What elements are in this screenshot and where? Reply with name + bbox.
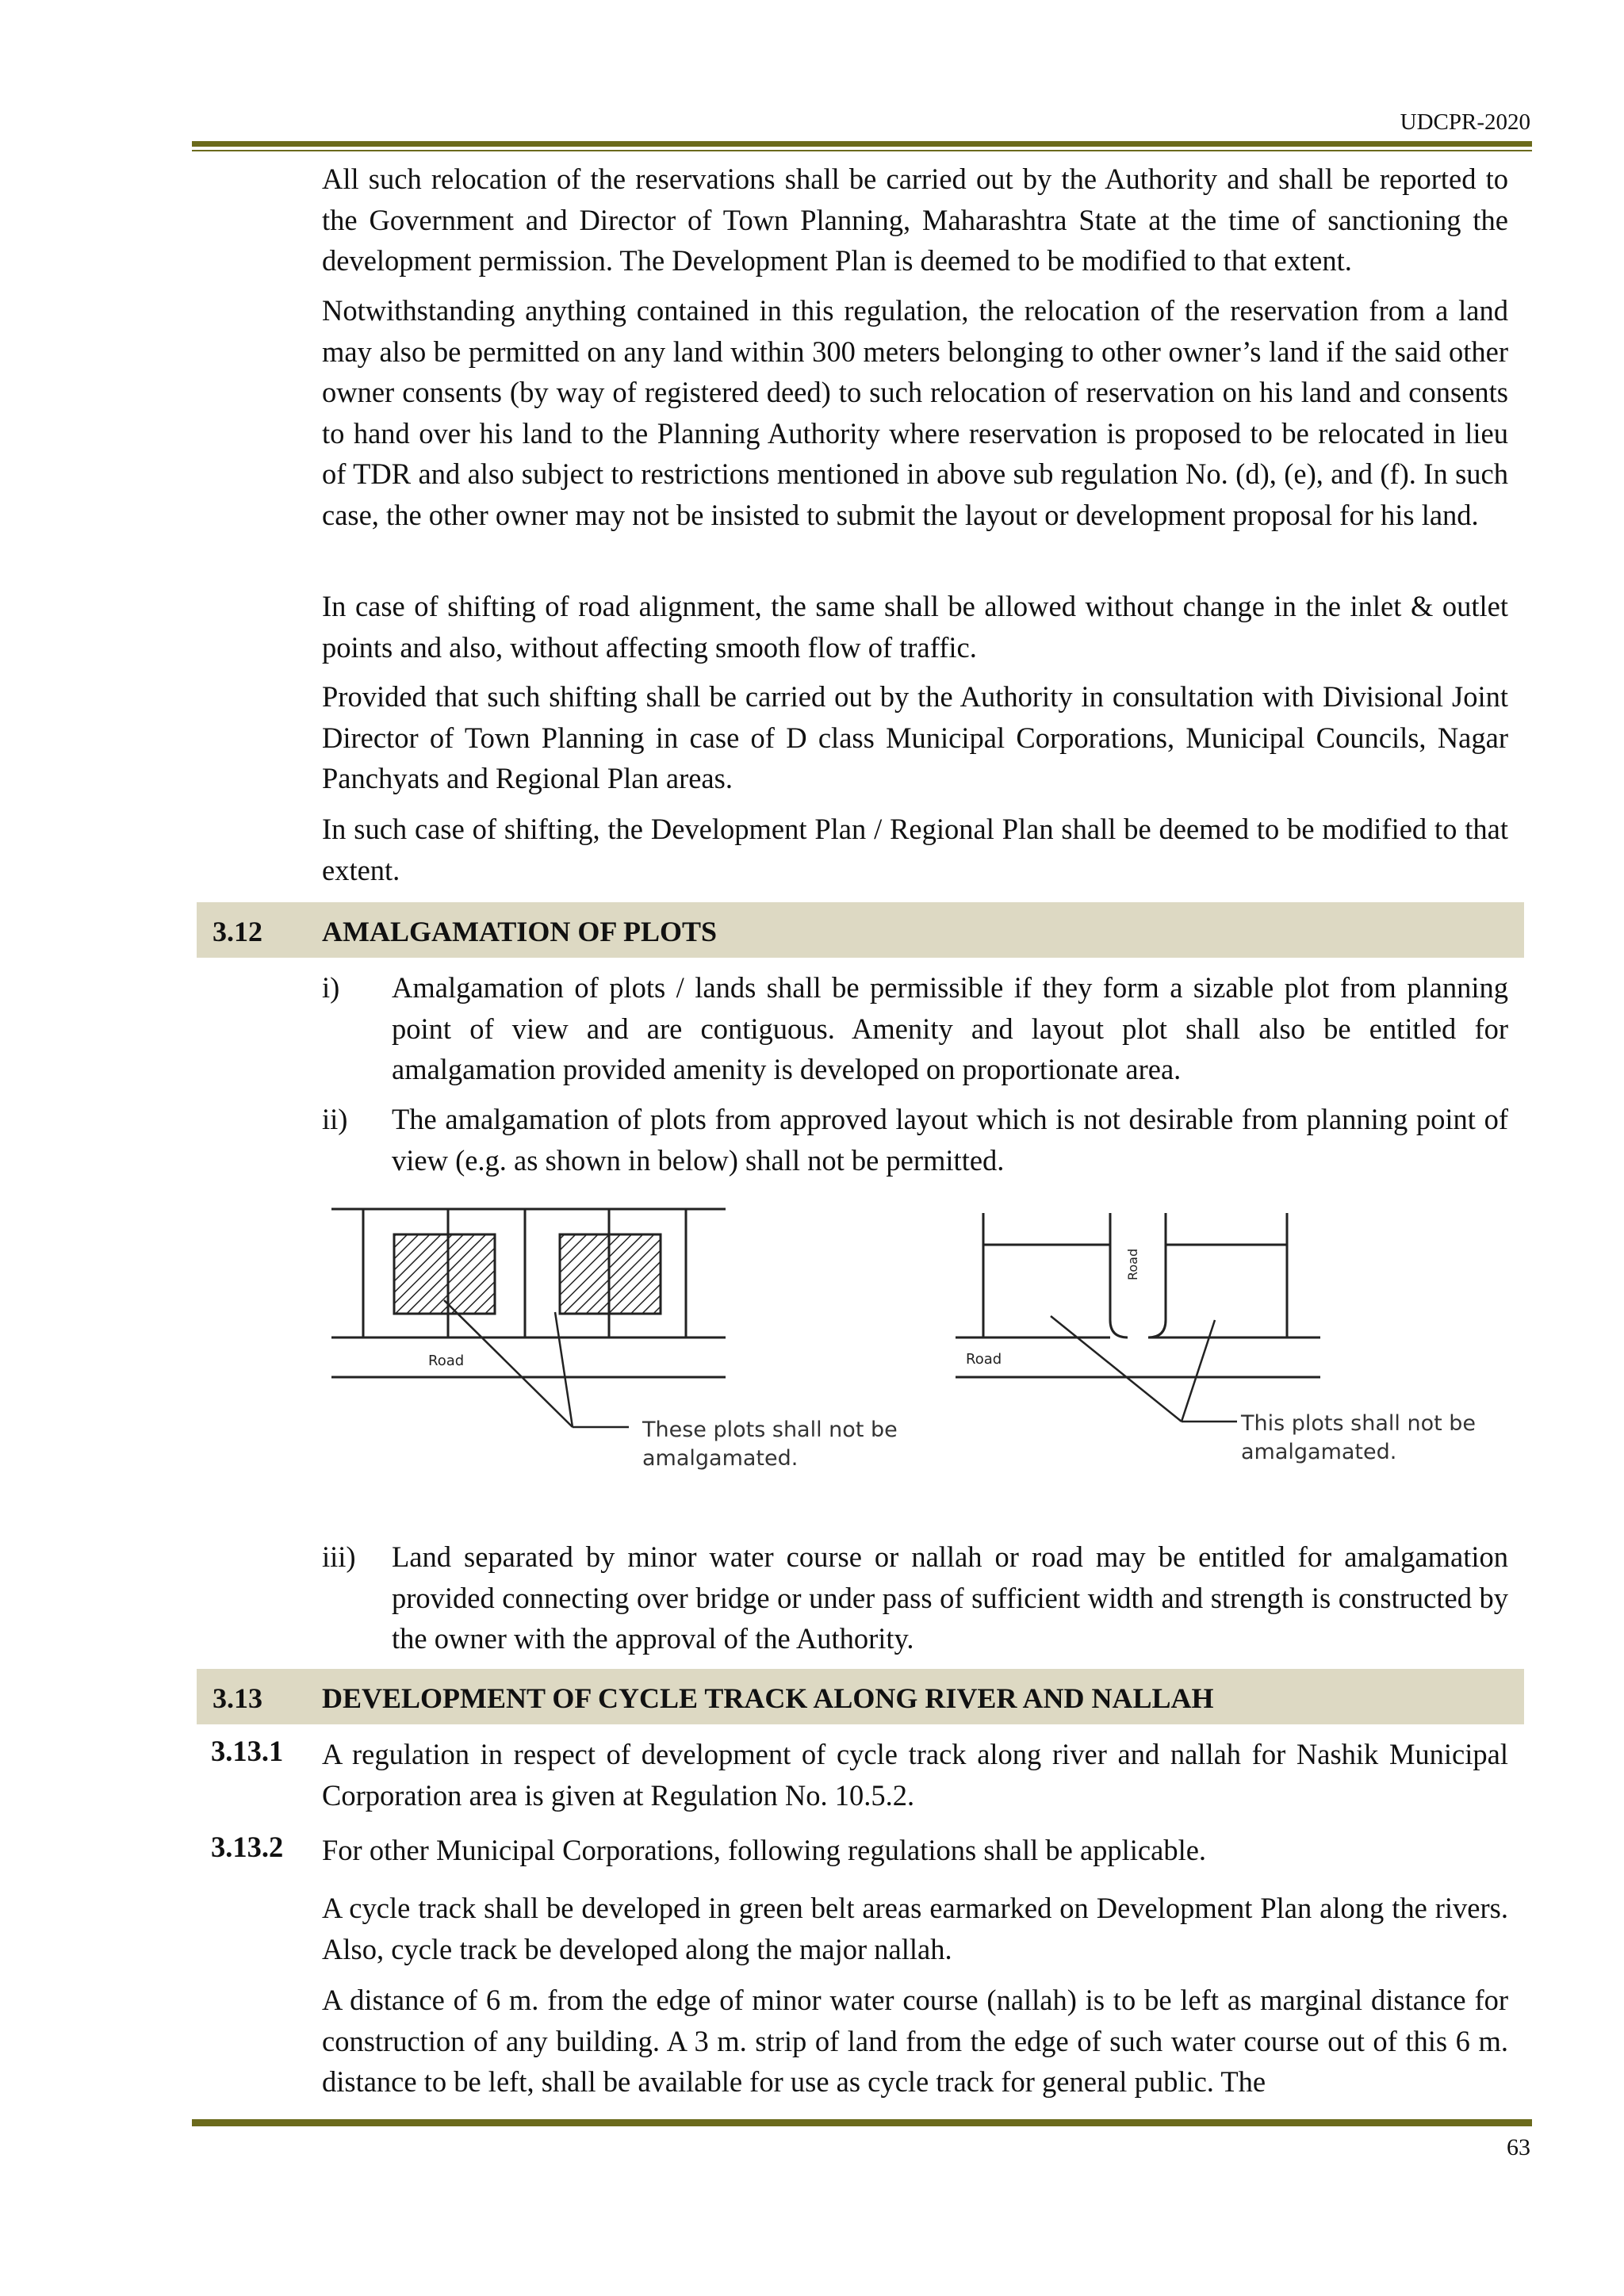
list-marker: i) [322, 971, 340, 1004]
left-road-label: Road [428, 1353, 465, 1369]
list-text: The amalgamation of plots from approved layout which is not desirable from planning point of view (e.g. as shown in below) shall not be permitted. [392, 1103, 1508, 1177]
section-heading-3-12 [197, 902, 1524, 958]
right-caption-line2: amalgamated. [1241, 1440, 1397, 1464]
right-caption-line1: This plots shall not be [1241, 1411, 1477, 1436]
section-title: DEVELOPMENT OF CYCLE TRACK ALONG RIVER AND NALLAH [322, 1682, 1214, 1714]
section-number: 3.13 [213, 1682, 262, 1714]
right-vertical-road-label: Road [1125, 1248, 1140, 1280]
subsection-text-3-13-1: A regulation in respect of development of cycle track along river and nallah for Nashik Municipal Corporation area is given at Regulation No. 10.5.2. [322, 1738, 1508, 1812]
list-text: Land separated by minor water course or nallah or road may be entitled for amalgamation provided connecting over bridge or under pass of sufficient width and strength is constructed by the owner with the approval of the Authority. [392, 1540, 1508, 1655]
left-caption-line2: amalgamated. [642, 1446, 799, 1471]
subsection-text-3-13-2: For other Municipal Corporations, following regulations shall be applicable. [322, 1834, 1207, 1866]
section-heading-3-13 [197, 1669, 1524, 1724]
footer-rule [192, 2119, 1532, 2130]
page-number: 63 [1507, 2134, 1530, 2160]
list-text: Amalgamation of plots / lands shall be permissible if they form a sizable plot from planning point of view and are contiguous. Amenity and layout plot shall also be entitled for amalgamation provided amenity is developed on proportionate area. [392, 971, 1508, 1085]
list-marker: ii) [322, 1103, 348, 1135]
document-code: UDCPR-2020 [1400, 109, 1530, 135]
paragraph-marginal-distance: A distance of 6 m. from the edge of minor water course (nallah) is to be left as marginal distance for construction of any building. A 3 m. strip of land from the edge of such water course out of this 6 m. distance to be left, shall be available for use as cycle track for general public. The [322, 1984, 1508, 2098]
left-caption-line1: These plots shall not be [642, 1418, 898, 1442]
list-item-ii [322, 1099, 1508, 1181]
right-road-label: Road [966, 1351, 1002, 1368]
paragraph-cycle-track-green-belt: A cycle track shall be developed in green belt areas earmarked on Development Plan along the rivers. Also, cycle track be developed along the major nallah. [322, 1892, 1508, 1965]
paragraph-shifting-proviso: Provided that such shifting shall be carried out by the Authority in consultation with Divisional Joint Director of Town Planning in case of D class Municipal Corporations, Municipal Councils, Nagar Panchyats and Regional Plan areas. [322, 680, 1508, 794]
section-number: 3.12 [213, 916, 262, 947]
subsection-number-3-13-2: 3.13.2 [211, 1831, 284, 1863]
subsection-number-3-13-1: 3.13.1 [211, 1735, 284, 1767]
list-item-i [322, 967, 1508, 1090]
paragraph-relocation-other-owner: Notwithstanding anything contained in this regulation, the relocation of the reservation from a land may also be permitted on any land within 300 meters belonging to other owner’s land if the said other owner consents (by way of registered deed) to such relocation of reservation on his land and consents to hand over his land to the Planning Authority where reservation is proposed to be relocated in lieu of TDR and also subject to restrictions mentioned in above sub regulation No. (d), (e), and (f). In such case, the other owner may not be insisted to submit the layout or development proposal for his land. [322, 294, 1508, 531]
amalgamation-figure [317, 1189, 1507, 1490]
list-marker: iii) [322, 1540, 356, 1573]
paragraph-plan-modified: In such case of shifting, the Development Plan / Regional Plan shall be deemed to be modified to that extent. [322, 813, 1508, 886]
paragraph-relocation-authority: All such relocation of the reservations shall be carried out by the Authority and shall be reported to the Government and Director of Town Planning, Maharashtra State at the time of sanctioning the development permission. The Development Plan is deemed to be modified to that extent. [322, 163, 1508, 277]
paragraph-road-alignment: In case of shifting of road alignment, the same shall be allowed without change in the inlet & outlet points and also, without affecting smooth flow of traffic. [322, 590, 1508, 664]
section-title: AMALGAMATION OF PLOTS [322, 916, 718, 947]
list-item-iii [322, 1536, 1508, 1659]
header-rule [192, 141, 1532, 151]
